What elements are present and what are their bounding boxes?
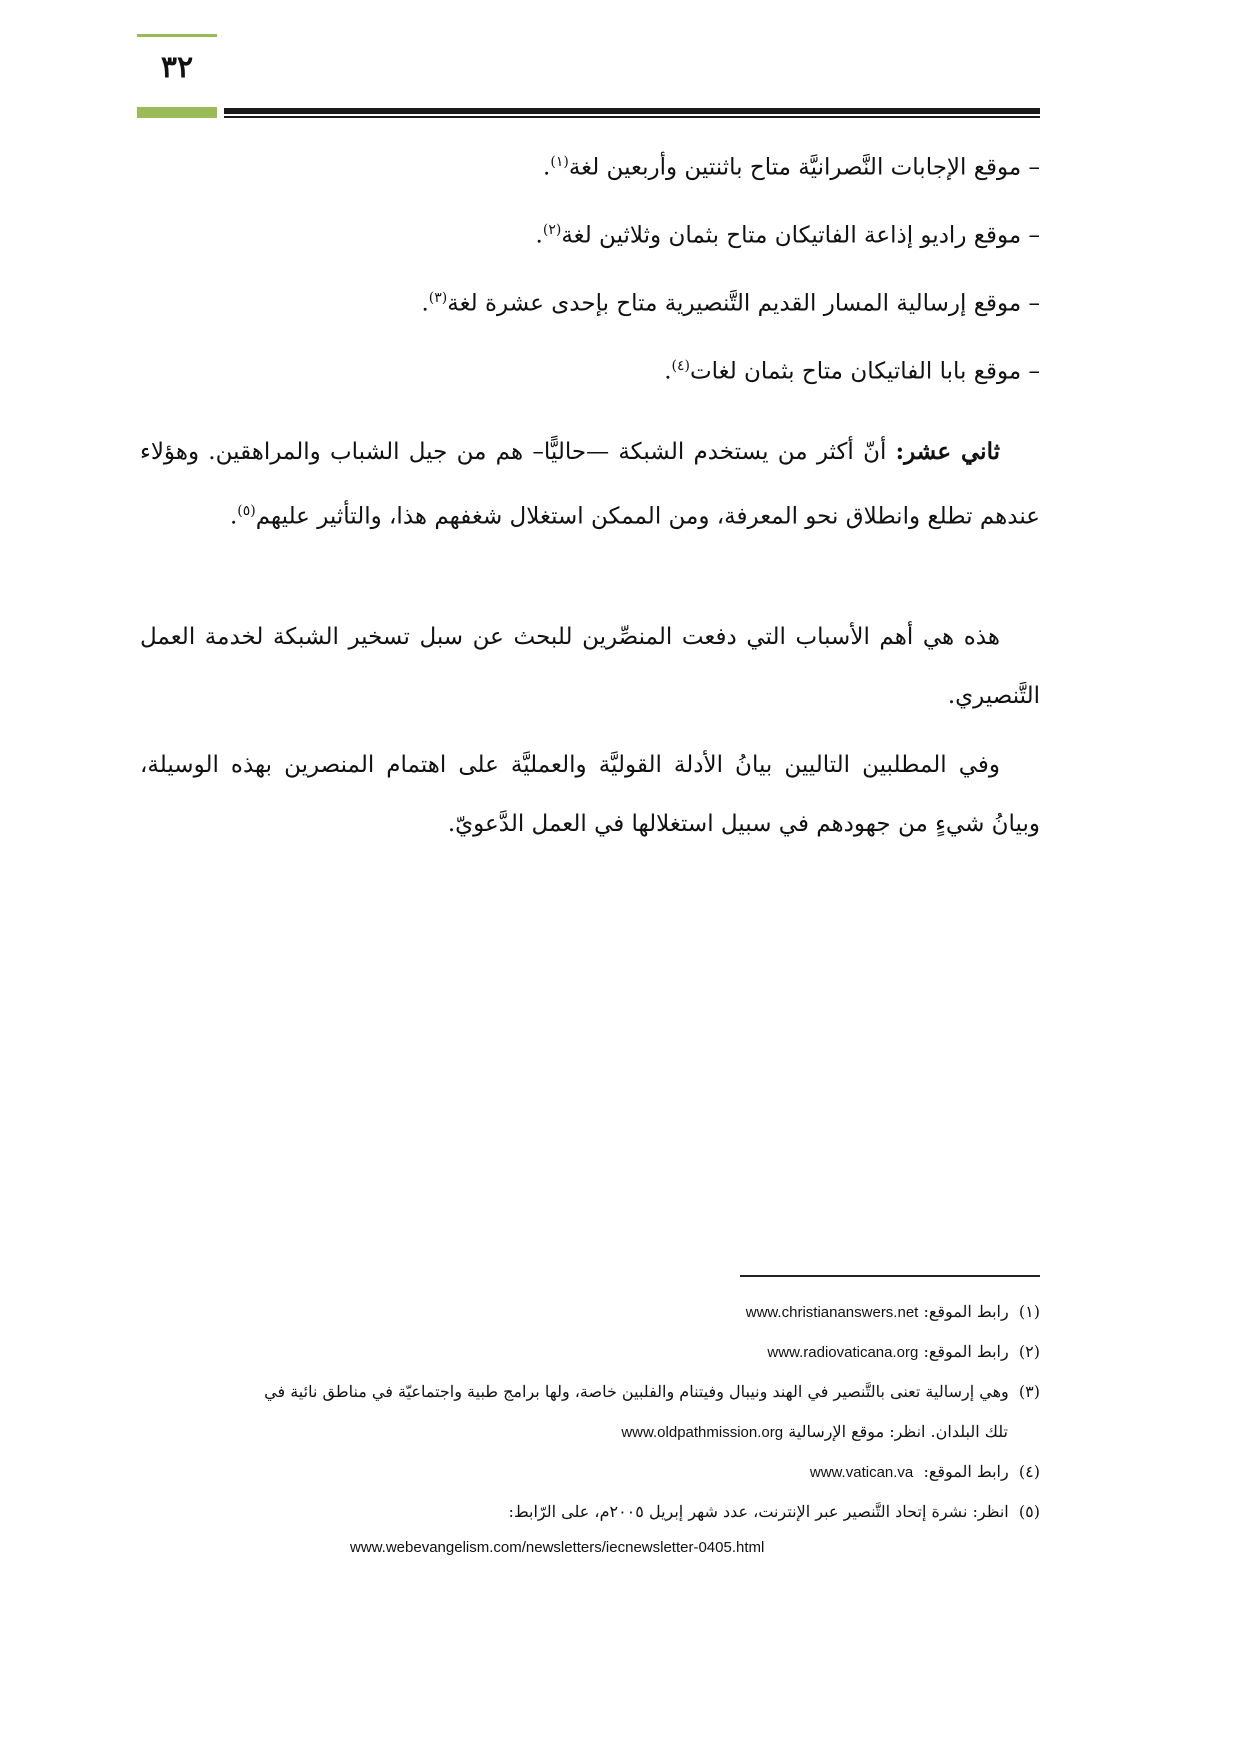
bullet-item: – موقع الإجابات النَّصرانيَّة متاح باثنتين وأربعين لغة$^{(١)}$. [543,154,1040,181]
header-accent-bottom [137,107,217,118]
footnote-3: (٣) وهي إرسالية تعنى بالتَّنصير في الهند ونيبال وفيتنام والفلبين خاصة، ولها برامج طبية واجتماعيّة في مناطق نائية في [264,1382,1040,1401]
paragraph: ثاني عشر: أنّ أكثر من يستخدم الشبكة —حاليًّا– هم من جيل الشباب والمراهقين. وهؤلاء عندهم تطلع وانطلاق نحو المعرفة، ومن الممكن استغلال شغفهم هذا، والتأثير عليهم$^{(٥)}$. [140,438,1040,530]
footnote-separator [740,1275,1040,1277]
footnote-link[interactable]: www.radiovaticana.org [767,1344,919,1361]
bullet-item: – موقع راديو إذاعة الفاتيكان متاح بثمان وثلاثين لغة$^{(٢)}$. [535,222,1040,249]
footnote-1: (١) رابط الموقع: www.christiananswers.net [745,1302,1040,1321]
paragraph: هذه هي أهم الأسباب التي دفعت المنصِّرين للبحث عن سبل تسخير الشبكة لخدمة العمل التَّنصيري. [140,624,1040,709]
footnote-link[interactable]: www.oldpathmission.org [621,1424,784,1441]
paragraph-lead: ثاني عشر: [895,438,1000,465]
header-rule-thin [224,116,1040,118]
header-rule-thick [224,108,1040,114]
paragraph: وفي المطلبين التاليين بيانُ الأدلة القوليَّة والعمليَّة على اهتمام المنصرين بهذه الوسيلة، وبيانُ شيءٍ من جهودهم في سبيل استغلالها في العمل الدَّعويّ. [140,752,1040,837]
footnote-ref: (٥) [237,503,256,519]
footnote-5-link[interactable]: www.webevangelism.com/newsletters/iecnewsletter-0405.html [350,1539,765,1556]
footnote-ref: (١) [550,154,569,170]
footnote-5: (٥) انظر: نشرة إتحاد التَّنصير عبر الإنترنت، عدد شهر إبريل ٢٠٠٥م، على الرّابط: [508,1502,1040,1521]
footnote-3-continued: تلك البلدان. انظر: موقع الإرسالية www.oldpathmission.org [621,1422,1008,1441]
header-accent-top [137,34,217,37]
footnote-ref: (٣) [428,290,448,306]
footnote-link[interactable]: www.christiananswers.net [745,1304,919,1321]
footnote-4: (٤) رابط الموقع: www.vatican.va [809,1462,1040,1481]
footnote-link[interactable]: www.vatican.va [809,1464,914,1481]
footnote-ref: (٢) [542,222,562,238]
bullet-item: – موقع إرسالية المسار القديم التَّنصيرية متاح بإحدى عشرة لغة$^{(٣)}$. [421,290,1040,317]
page-number: ٣٢ [160,50,194,85]
footnote-2: (٢) رابط الموقع: www.radiovaticana.org [767,1342,1040,1361]
bullet-item: – موقع بابا الفاتيكان متاح بثمان لغات$^{(٤)}$. [664,358,1040,385]
footnote-ref: (٤) [671,358,690,374]
